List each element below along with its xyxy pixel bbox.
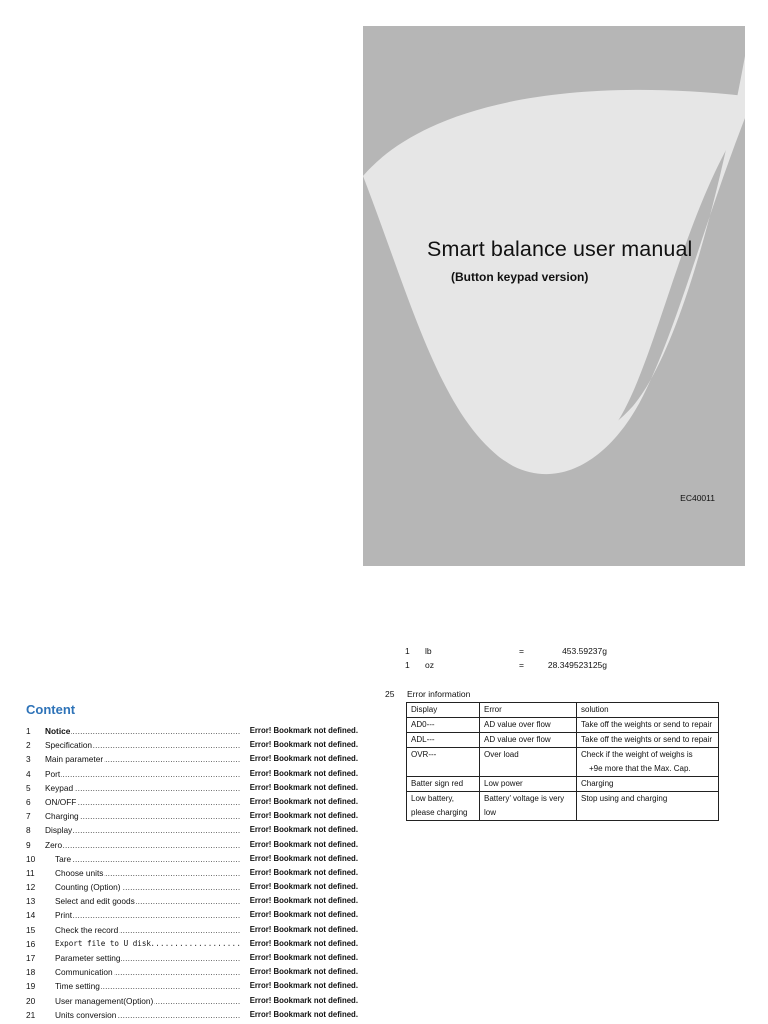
toc-label-text: Zero (45, 839, 63, 850)
toc-item[interactable] (26, 979, 358, 993)
toc-page-ref: Error! Bookmark not defined. (250, 908, 358, 922)
toc-label (55, 951, 240, 965)
toc-page-ref: Error! Bookmark not defined. (250, 738, 358, 752)
toc-number: 19 (26, 981, 36, 992)
table-header: solution (577, 703, 719, 718)
toc-label (45, 809, 240, 823)
conversion-equals: = (519, 646, 524, 656)
toc-label-text: User management(Option) (55, 995, 154, 1006)
toc-page-ref: Error! Bookmark not defined. (250, 809, 358, 823)
conversion-unit: oz (425, 660, 434, 670)
section-title: Error information (407, 689, 471, 699)
toc-item[interactable] (26, 781, 358, 795)
toc-number: 21 (26, 1009, 36, 1020)
toc-number: 5 (26, 782, 31, 793)
table-cell: Battery’ voltage is very low (480, 792, 577, 821)
toc-label (45, 724, 240, 738)
table-row (407, 718, 719, 733)
table-cell: Low battery, please charging (407, 792, 480, 821)
toc-page-ref: Error! Bookmark not defined. (250, 994, 358, 1008)
toc-label-text: Choose units (55, 867, 104, 878)
toc-label-text: Time setting (55, 981, 100, 992)
conversion-number: 1 (405, 646, 410, 656)
toc-item[interactable] (26, 994, 358, 1008)
table-cell: Charging (577, 777, 719, 792)
table-cell: Take off the weights or send to repair (577, 733, 719, 748)
toc-label-text: Communication (55, 967, 113, 978)
section-number: 25 (385, 689, 395, 699)
toc-page-ref: Error! Bookmark not defined. (250, 852, 358, 866)
table-cell: OVR--- (407, 748, 480, 777)
conversion-value: 453.59237g (562, 646, 607, 656)
toc-number: 10 (26, 853, 36, 864)
toc-page-ref: Error! Bookmark not defined. (250, 752, 358, 766)
table-header-row (407, 703, 719, 718)
conversion-number: 1 (405, 660, 410, 670)
table-row (407, 733, 719, 748)
toc-page-ref: Error! Bookmark not defined. (250, 923, 358, 937)
toc-item[interactable] (26, 838, 358, 852)
toc-label (55, 880, 240, 894)
toc-label-text: ON/OFF (45, 796, 77, 807)
toc-item[interactable] (26, 724, 358, 738)
toc-label-text: Check the record (55, 924, 119, 935)
conversion-row (405, 660, 725, 674)
table-cell (577, 748, 719, 777)
toc-label (45, 823, 240, 837)
toc-label-text: Port (45, 768, 61, 779)
error-section-heading (385, 689, 470, 699)
toc-number: 17 (26, 953, 36, 963)
cover-page (363, 26, 745, 566)
toc-item[interactable] (26, 809, 358, 823)
unit-conversion-list (405, 646, 725, 674)
toc-number: 7 (26, 811, 31, 822)
toc-item[interactable] (26, 823, 358, 837)
toc-label-text: Tare (55, 853, 72, 864)
toc-label (45, 781, 240, 795)
table-cell: Low power (480, 777, 577, 792)
table-cell: Over load (480, 748, 577, 777)
conversion-unit: lb (425, 646, 432, 656)
table-cell: AD value over flow (480, 733, 577, 748)
toc-number: 13 (26, 896, 36, 907)
table-row (407, 792, 719, 821)
toc-item[interactable] (26, 937, 358, 951)
contents-heading: Content (26, 702, 76, 717)
toc-label-text: Print (55, 910, 73, 921)
toc-page-ref: Error! Bookmark not defined. (250, 823, 358, 837)
toc-label (55, 1008, 240, 1022)
table-cell: Batter sign red (407, 777, 480, 792)
table-cell: Take off the weights or send to repair (577, 718, 719, 733)
toc-number: 4 (26, 768, 31, 779)
toc-item[interactable] (26, 738, 358, 752)
toc-label (45, 738, 240, 752)
toc-page-ref: Error! Bookmark not defined. (250, 951, 358, 965)
toc-item[interactable] (26, 1008, 358, 1022)
toc-page-ref: Error! Bookmark not defined. (250, 724, 358, 738)
toc-label (55, 937, 240, 951)
toc-label-text: Main parameter (45, 754, 104, 765)
table-row (407, 777, 719, 792)
cover-subtitle: (Button keypad version) (451, 270, 589, 284)
toc-label-text: Parameter setting (55, 953, 121, 963)
table-header: Error (480, 703, 577, 718)
toc-item[interactable] (26, 923, 358, 937)
toc-page-ref: Error! Bookmark not defined. (250, 795, 358, 809)
toc-label-text: Notice (45, 726, 71, 736)
toc-label (45, 752, 240, 766)
error-table (406, 702, 719, 821)
toc-label-text: Display (45, 825, 73, 836)
toc-label (55, 908, 240, 922)
toc-page-ref: Error! Bookmark not defined. (250, 937, 358, 951)
toc-label-text: Select and edit goods (55, 896, 135, 907)
toc-number: 2 (26, 740, 31, 751)
toc-page-ref: Error! Bookmark not defined. (250, 767, 358, 781)
toc-page-ref: Error! Bookmark not defined. (250, 979, 358, 993)
toc-label-text: Keypad (45, 782, 74, 793)
toc-number: 15 (26, 924, 36, 935)
toc-number: 14 (26, 910, 36, 921)
table-row (407, 748, 719, 777)
toc-label-text: Export file to U disk (55, 938, 152, 948)
toc-number: 11 (26, 867, 35, 878)
toc-label (55, 894, 240, 908)
toc-item[interactable] (26, 965, 358, 979)
toc-label (55, 923, 240, 937)
conversion-row (405, 646, 725, 660)
toc-number: 9 (26, 839, 31, 850)
toc-page-ref: Error! Bookmark not defined. (250, 880, 358, 894)
table-cell: ADL--- (407, 733, 480, 748)
toc-item[interactable] (26, 752, 358, 766)
cover-swoosh (363, 26, 745, 566)
toc-label-text: Charging (45, 811, 79, 822)
toc-item[interactable] (26, 894, 358, 908)
toc-item[interactable] (26, 880, 358, 894)
toc-label (45, 795, 240, 809)
toc-item[interactable] (26, 951, 358, 965)
toc-page-ref: Error! Bookmark not defined. (250, 781, 358, 795)
toc-page-ref: Error! Bookmark not defined. (250, 866, 358, 880)
table-of-contents (26, 724, 358, 1022)
conversion-equals: = (519, 660, 524, 670)
toc-number: 1 (26, 726, 31, 736)
conversion-value: 28.349523125g (547, 660, 607, 670)
toc-number: 3 (26, 754, 31, 765)
toc-label (45, 767, 240, 781)
toc-page-ref: Error! Bookmark not defined. (250, 838, 358, 852)
toc-page-ref: Error! Bookmark not defined. (250, 965, 358, 979)
toc-number: 16 (26, 938, 36, 949)
toc-number: 20 (26, 995, 36, 1006)
toc-label (45, 838, 240, 852)
cover-title: Smart balance user manual (427, 237, 693, 261)
toc-number: 18 (26, 967, 36, 978)
table-cell: AD value over flow (480, 718, 577, 733)
toc-label (55, 979, 240, 993)
table-cell: Stop using and charging (577, 792, 719, 821)
toc-item[interactable] (26, 795, 358, 809)
table-header: Display (407, 703, 480, 718)
toc-item[interactable] (26, 767, 358, 781)
toc-item[interactable] (26, 908, 358, 922)
toc-label (55, 965, 240, 979)
table-cell: AD0--- (407, 718, 480, 733)
toc-label-text: Units conversion (55, 1009, 117, 1020)
document-code: EC40011 (680, 493, 715, 503)
toc-item[interactable] (26, 852, 358, 866)
toc-label (55, 994, 240, 1008)
toc-label-text: Specification (45, 740, 93, 751)
toc-label (55, 866, 240, 880)
toc-number: 8 (26, 825, 31, 836)
solution-line: +9e more that the Max. Cap. (589, 764, 691, 773)
toc-number: 6 (26, 796, 31, 807)
solution-line: Check if the weight of weighs is (581, 750, 693, 759)
toc-label (55, 852, 240, 866)
toc-number: 12 (26, 882, 36, 893)
toc-page-ref: Error! Bookmark not defined. (250, 1008, 358, 1022)
toc-item[interactable] (26, 866, 358, 880)
toc-page-ref: Error! Bookmark not defined. (250, 894, 358, 908)
toc-label-text: Counting (Option) (55, 882, 121, 893)
